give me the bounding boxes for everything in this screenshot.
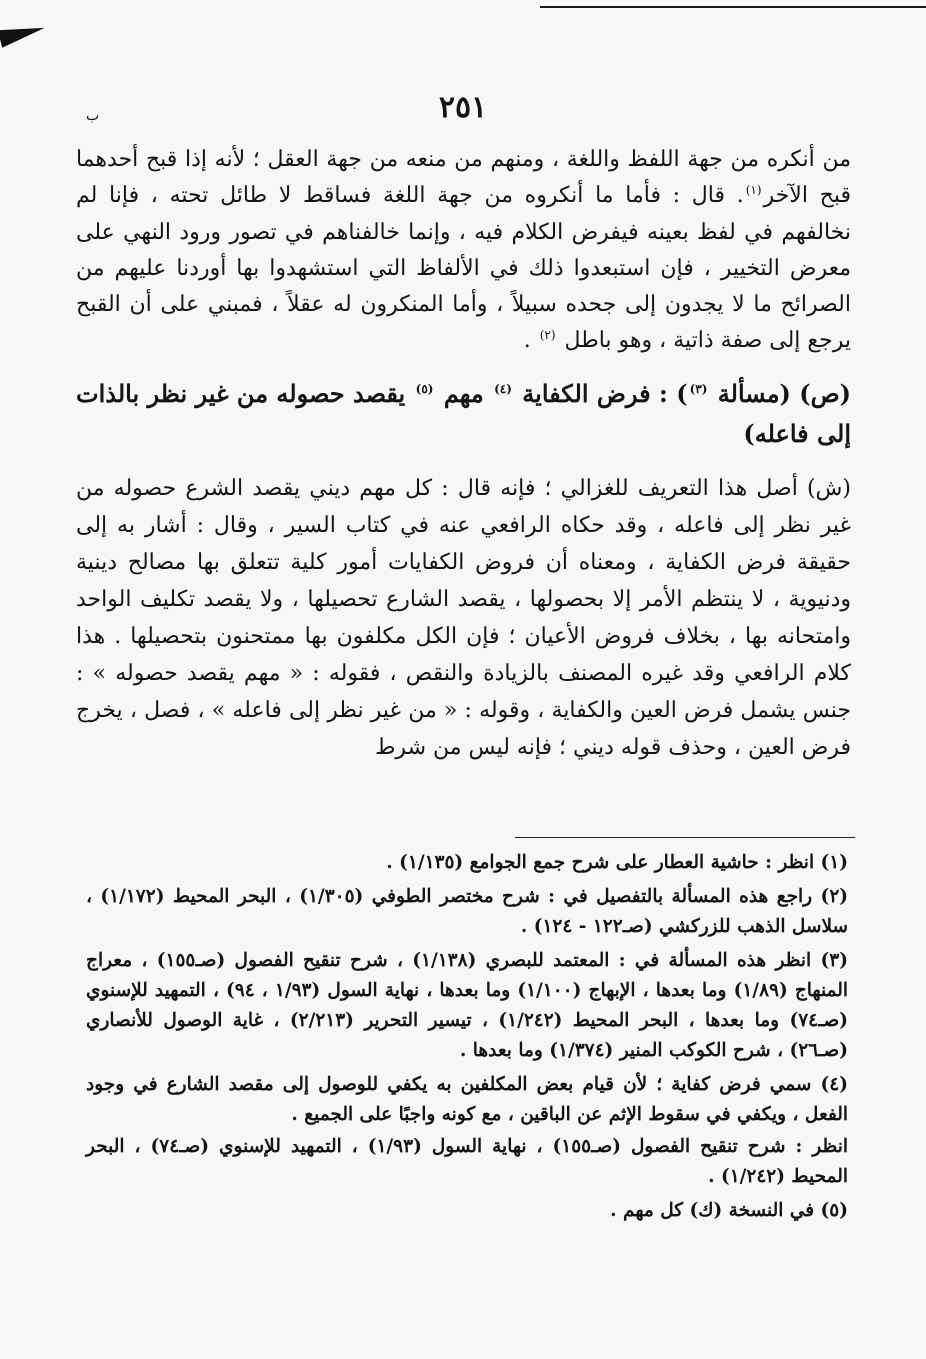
footnote-ref-4: (٤) [494, 381, 512, 396]
issue-text: ) : فرض الكفاية [522, 378, 688, 408]
paragraph-text: من أنكره من جهة اللفظ واللغة ، ومنهم من منعه من جهة العقل ؛ لأنه إذا قبح أحدهما قبح الآخر [76, 147, 851, 209]
footnotes [86, 848, 848, 1230]
commentary-paragraph: (ش) أصل هذا التعريف للغزالي ؛ فإنه قال : كل مهم ديني يقصد الشرع حصوله من غير نظر إلى فاعله ، وقد حكاه الرافعي عنه في كتاب السير ، وقال : أشار به إلى حقيقة فرض الكفاية ، ومعناه أن فروض الكفايات أمور كلية تتعلق بها مصالح دينية ودنيوية ، لا ينتظم الأمر إلا بحصولها ، يقصد الشارع تحصيلها ، ولا يقصد تكليف الواحد وامتحانه بها ، بخلاف فروض الأعيان ؛ فإن الكل مكلفون بها ممتحنون بتحصيلها . هذا كلام الرافعي وقد غيره المصنف بالزيادة والنقص ، فقوله : « مهم يقصد حصوله » : جنس يشمل فرض العين والكفاية ، وقوله : « من غير نظر إلى فاعله » ، فصل ، يخرج فرض العين ، وحذف قوله ديني ؛ فإنه ليس من شرط [76, 475, 851, 760]
top-rule [540, 6, 926, 8]
page-number: ٢٥١ [438, 90, 488, 125]
footnote-4-sources: انظر : شرح تنقيح الفصول (صـ١٥٥) ، نهاية السول (١/٩٣) ، التمهيد للإسنوي (صـ٧٤) ، البحر المحيط (١/٢٤٢) . [86, 1136, 848, 1187]
footnote-2: (٢) راجع هذه المسألة بالتفصيل في : شرح مختصر الطوفي (١/٣٠٥) ، البحر المحيط (١/١٧٢) ، سلاسل الذهب للزركشي (صـ١٢٢ - ١٢٤) . [86, 886, 849, 937]
paragraph-end: . [523, 328, 538, 354]
footnote-4: (٤) سمي فرض كفاية ؛ لأن قيام بعض المكلفين به يكفي للوصول إلى مقصد الشارع في وجود الفعل ، ويكفي في سقوط الإثم عن الباقين ، مع كونه واجبًا على الجميع . [86, 1074, 848, 1125]
footnote-1: (١) انظر : حاشية العطار على شرح جمع الجوامع (١/١٣٥) . [386, 852, 848, 873]
main-text [76, 142, 851, 766]
issue-text: (ص) (مسألة [717, 378, 852, 408]
footnote-ref-3: (٣) [689, 381, 708, 396]
paragraph-text: . قال : فأما ما أنكروه من جهة اللغة فساقط لا طائل تحته ، فإنا لم نخالفهم في لفظ بعينه فيفرض الكلام فيه ، وإنما خالفناهم في تصور ورود النهي على معرض التخيير ، فإن استبعدوا ذلك في الألفاظ التي استشهدوا بها أوردنا عليهم من الصرائح ما لا يجدون إلى جحده سبيلاً ، وأما المنكرون له عقلاً ، فمبني على أن القبح يرجع إلى صفة ذاتية ، وهو باطل [76, 183, 851, 354]
footnote-ref-2: (٢) [539, 328, 556, 343]
footnote-5: (٥) في النسخة (ك) كل مهم . [610, 1200, 848, 1221]
issue-statement [76, 374, 851, 454]
footnote-3: (٣) انظر هذه المسألة في : المعتمد للبصري (١/١٣٨) ، شرح تنقيح الفصول (صـ١٥٥) ، معراج المنهاج (١/٨٩) وما بعدها ، الإبهاج (١/١٠٠) وما بعدها ، نهاية السول (١/٩٣ ، ٩٤) ، التمهيد للإسنوي (صـ٧٤) وما بعدها ، البحر المحيط (١/٢٤٢) ، تيسير التحرير (٢/٢١٣) ، غاية الوصول للأنصاري (صـ٢٦) ، شرح الكوكب المنير (١/٣٧٤) وما بعدها . [86, 950, 849, 1061]
footnote-ref-1: (١) [745, 182, 762, 197]
corner-arrow-mark [0, 19, 47, 48]
issue-text: مهم [443, 378, 493, 408]
issue-text: يقصد حصوله من غير نظر بالذات إلى فاعله) [76, 378, 851, 448]
footnote-ref-5: (٥) [415, 381, 434, 396]
paragraph-continuation [76, 142, 851, 360]
footnote-divider [515, 837, 855, 838]
margin-mark: ب [86, 108, 100, 124]
